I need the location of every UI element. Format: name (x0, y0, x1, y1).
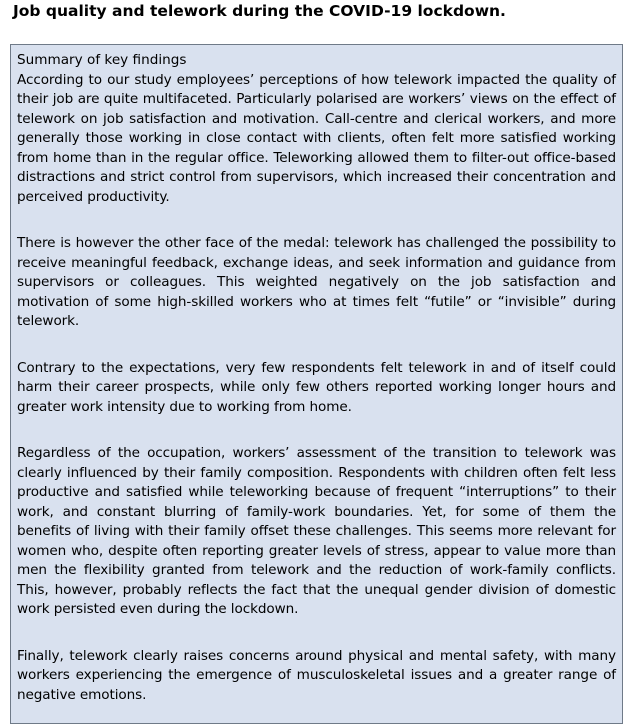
findings-paragraph-4: Regardless of the occupation, workers’ assessment of the transition to telework was clearly influenced by their family composition. Respondents with children often felt less productive and satisfied while teleworking because of frequent “interruptions” to their work, and constant blurring of family-work boundaries. Yet, for some of them the benefits of living with their family offset these challenges. This seems more relevant for women who, despite often reporting greater levels of stress, appear to value more than men the flexibility granted from telework and the reduction of work-family conflicts. This, however, probably reflects the fact that the unequal gender division of domestic work persisted even during the lockdown. (17, 445, 616, 617)
findings-paragraph-1: According to our study employees’ perceptions of how telework impacted the quality of their job are quite multifaceted. Particularly polarised are workers’ views on the effect of telework on job satisfaction and motivation. Call-centre and clerical workers, and more generally those working in close contact with clients, often felt more satisfied working from home than in the regular office. Teleworking allowed them to filter-out office-based distractions and strict control from supervisors, which increased their concentration and perceived productivity. (17, 71, 616, 205)
findings-paragraph-5: Finally, telework clearly raises concerns around physical and mental safety, with many workers experiencing the emergence of musculoskeletal issues and a greater range of negative emotions. (17, 647, 616, 703)
key-findings-box (10, 44, 623, 724)
findings-paragraph-2: There is however the other face of the medal: telework has challenged the possibility to receive meaningful feedback, exchange ideas, and seek information and guidance from supervisors or colleagues. This weighted negatively on the job satisfaction and motivation of some high-skilled workers who at times felt “futile” or “invisible” during telework. (17, 235, 616, 329)
document-title: Job quality and telework during the COVID-19 lockdown. (13, 2, 506, 20)
findings-paragraph-3: Contrary to the expectations, very few respondents felt telework in and of itself could harm their career prospects, while only few others reported working longer hours and greater work intensity due to working from home. (17, 359, 616, 415)
box-heading: Summary of key findings (17, 52, 187, 68)
